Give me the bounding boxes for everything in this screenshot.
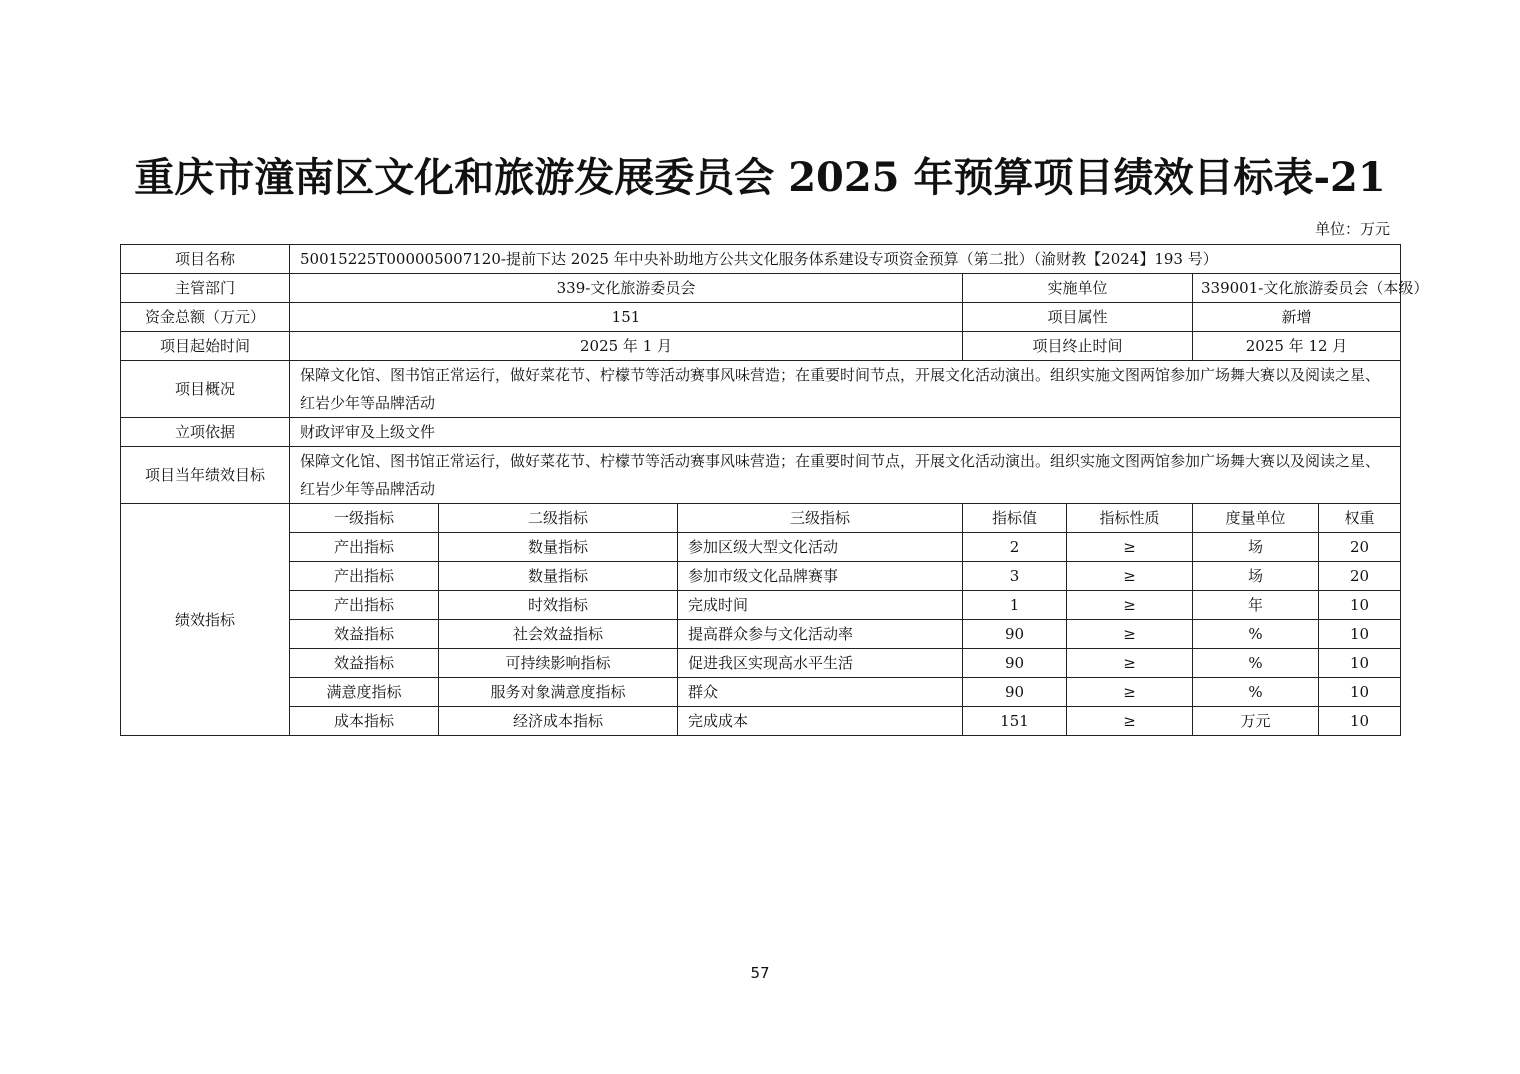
goal-row: [121, 447, 1401, 504]
header-level2: 二级指标: [439, 504, 678, 533]
start-value: 2025 年 1 月: [290, 332, 963, 361]
cell-nature: ≥: [1067, 707, 1193, 736]
end-label: 项目终止时间: [963, 332, 1193, 361]
table-row: [121, 678, 1401, 707]
cell-level3: 参加市级文化品牌赛事: [678, 562, 963, 591]
cell-level3: 完成成本: [678, 707, 963, 736]
cell-level1: 效益指标: [290, 649, 439, 678]
overview-row: [121, 361, 1401, 418]
cell-level3: 参加区级大型文化活动: [678, 533, 963, 562]
impl-value: 339001-文化旅游委员会（本级）: [1193, 274, 1401, 303]
table-row: [121, 562, 1401, 591]
header-level1: 一级指标: [290, 504, 439, 533]
cell-weight: 10: [1319, 591, 1401, 620]
indicators-section-label: 绩效指标: [121, 504, 290, 736]
unit-label: 单位：万元: [1314, 220, 1390, 238]
cell-level3: 完成时间: [678, 591, 963, 620]
table-row: [121, 591, 1401, 620]
header-unit: 度量单位: [1193, 504, 1319, 533]
project-name-row: [121, 245, 1401, 274]
attr-label: 项目属性: [963, 303, 1193, 332]
cell-nature: ≥: [1067, 533, 1193, 562]
cell-weight: 20: [1319, 533, 1401, 562]
cell-nature: ≥: [1067, 649, 1193, 678]
indicator-header-row: [121, 504, 1401, 533]
basis-value: 财政评审及上级文件: [290, 418, 1401, 447]
cell-level2: 社会效益指标: [439, 620, 678, 649]
cell-level1: 满意度指标: [290, 678, 439, 707]
cell-level1: 产出指标: [290, 562, 439, 591]
performance-table: [120, 244, 1429, 736]
cell-level1: 效益指标: [290, 620, 439, 649]
cell-value: 3: [963, 562, 1067, 591]
header-nature: 指标性质: [1067, 504, 1193, 533]
attr-value: 新增: [1193, 303, 1401, 332]
page-number: 57: [750, 964, 770, 982]
cell-value: 90: [963, 649, 1067, 678]
fund-row: [121, 303, 1401, 332]
table-row: [121, 533, 1401, 562]
cell-level3: 提高群众参与文化活动率: [678, 620, 963, 649]
cell-nature: ≥: [1067, 678, 1193, 707]
project-name-label: 项目名称: [121, 245, 290, 274]
fund-value: 151: [290, 303, 963, 332]
time-row: [121, 332, 1401, 361]
cell-level1: 成本指标: [290, 707, 439, 736]
dept-label: 主管部门: [121, 274, 290, 303]
project-name-value: 50015225T000005007120-提前下达 2025 年中央补助地方公共文化服务体系建设专项资金预算（第二批）（渝财教【2024】193 号）: [290, 245, 1401, 274]
cell-weight: 10: [1319, 707, 1401, 736]
table-row: [121, 620, 1401, 649]
cell-unit: 场: [1193, 533, 1319, 562]
header-weight: 权重: [1319, 504, 1401, 533]
cell-unit: %: [1193, 620, 1319, 649]
cell-weight: 10: [1319, 620, 1401, 649]
cell-unit: 年: [1193, 591, 1319, 620]
start-label: 项目起始时间: [121, 332, 290, 361]
goal-value: 保障文化馆、图书馆正常运行，做好菜花节、柠檬节等活动赛事风味营造；在重要时间节点，开展文化活动演出。组织实施文图两馆参加广场舞大赛以及阅读之星、红岩少年等品牌活动: [290, 447, 1401, 504]
cell-unit: %: [1193, 649, 1319, 678]
cell-value: 1: [963, 591, 1067, 620]
cell-level2: 数量指标: [439, 533, 678, 562]
page-title: 重庆市潼南区文化和旅游发展委员会 2025 年预算项目绩效目标表-21: [134, 154, 1386, 201]
cell-level2: 可持续影响指标: [439, 649, 678, 678]
cell-value: 2: [963, 533, 1067, 562]
impl-label: 实施单位: [963, 274, 1193, 303]
cell-level3: 群众: [678, 678, 963, 707]
cell-level3: 促进我区实现高水平生活: [678, 649, 963, 678]
cell-weight: 10: [1319, 649, 1401, 678]
end-value: 2025 年 12 月: [1193, 332, 1401, 361]
cell-weight: 20: [1319, 562, 1401, 591]
cell-weight: 10: [1319, 678, 1401, 707]
basis-row: [121, 418, 1401, 447]
overview-label: 项目概况: [121, 361, 290, 418]
dept-value: 339-文化旅游委员会: [290, 274, 963, 303]
cell-level2: 经济成本指标: [439, 707, 678, 736]
cell-nature: ≥: [1067, 591, 1193, 620]
cell-level1: 产出指标: [290, 533, 439, 562]
cell-unit: 万元: [1193, 707, 1319, 736]
cell-nature: ≥: [1067, 620, 1193, 649]
cell-unit: %: [1193, 678, 1319, 707]
cell-level2: 数量指标: [439, 562, 678, 591]
cell-level2: 时效指标: [439, 591, 678, 620]
table-row: [121, 649, 1401, 678]
cell-level1: 产出指标: [290, 591, 439, 620]
goal-label: 项目当年绩效目标: [121, 447, 290, 504]
overview-value: 保障文化馆、图书馆正常运行，做好菜花节、柠檬节等活动赛事风味营造；在重要时间节点，开展文化活动演出。组织实施文图两馆参加广场舞大赛以及阅读之星、红岩少年等品牌活动: [290, 361, 1401, 418]
dept-row: [121, 274, 1401, 303]
cell-nature: ≥: [1067, 562, 1193, 591]
fund-label: 资金总额（万元）: [121, 303, 290, 332]
header-value: 指标值: [963, 504, 1067, 533]
cell-level2: 服务对象满意度指标: [439, 678, 678, 707]
cell-unit: 场: [1193, 562, 1319, 591]
header-level3: 三级指标: [678, 504, 963, 533]
cell-value: 90: [963, 678, 1067, 707]
cell-value: 151: [963, 707, 1067, 736]
basis-label: 立项依据: [121, 418, 290, 447]
cell-value: 90: [963, 620, 1067, 649]
table-row: [121, 707, 1401, 736]
